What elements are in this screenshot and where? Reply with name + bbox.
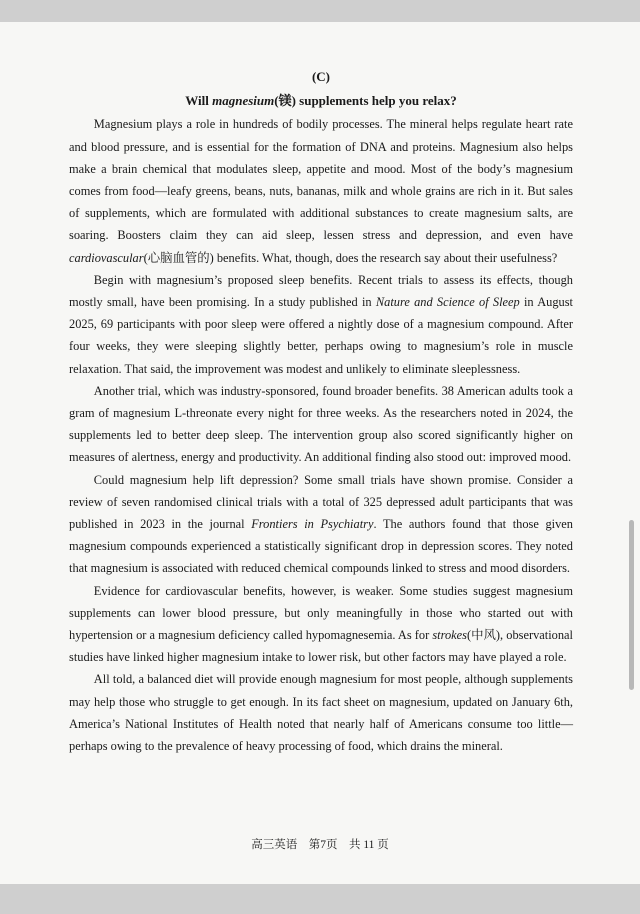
italic-term: Frontiers in Psychiatry <box>251 517 374 532</box>
section-label: (C) <box>311 69 331 84</box>
paragraph <box>69 469 573 580</box>
article <box>69 66 573 757</box>
italic-term: cardiovascular <box>69 250 144 265</box>
paragraph-text: Evidence for cardiovascular benefits, however, is weaker. Some studies suggest magnesium supplements can lower blood pressure, but only meaningfully in those who started out with hypertension or a magnesium deficiency called hypomagnesemia. As for <box>69 583 573 643</box>
title-suffix: supplements help you relax? <box>295 93 457 109</box>
article-title <box>69 90 573 112</box>
paragraph <box>69 668 573 757</box>
viewer-top-bar <box>0 0 640 22</box>
scrollbar-thumb[interactable] <box>629 520 634 690</box>
paragraph-text: Begin with magnesium’s proposed sleep benefits. Recent trials to assess its effects, though mostly small, have been promising. In a study published in <box>69 272 573 310</box>
paragraph-text: (心脑血管的) benefits. What, though, does the research say about their usefulness? <box>143 250 558 265</box>
paragraph-text: Could magnesium help lift depression? Some small trials have shown promise. Consider a review of seven randomised clinical trials with a total of 325 depressed adult participants that was published in 2023 in the journal <box>69 472 573 532</box>
title-prefix: Will <box>185 93 213 109</box>
paragraph <box>69 580 573 669</box>
paragraph-text: Another trial, which was industry-sponsored, found broader benefits. 38 American adults took a gram of magnesium L-threonate every night for three weeks. As the researchers noted in 2024, the supplements led to better deep sleep. The intervention group also scored significantly higher on measures of alertness, energy and productivity. An additional finding also stood out: improved mood. <box>69 383 573 465</box>
page-footer: 高三英语 第7页 共 11 页 <box>251 839 389 851</box>
italic-term: strokes <box>432 628 468 643</box>
paragraph <box>69 380 573 469</box>
paragraph <box>69 113 573 268</box>
paragraph-text: Magnesium plays a role in hundreds of bodily processes. The mineral helps regulate heart rate and blood pressure, and is essential for the formation of DNA and proteins. Magnesium also helps make a brain chemical that modulates sleep, appetite and mood. Most of the body’s magnesium comes from food—leafy greens, beans, nuts, bananas, milk and whole grains are rich in it. But sales of supplements, which are formulated with additional substances to create magnesium salts, are soaring. Boosters claim they can aid sleep, lessen stress and depression, and even have <box>69 117 573 243</box>
paragraph-text: (中风), observational studies have linked higher magnesium intake to lower risk, but other factors may have played a role. <box>69 628 573 665</box>
paragraph <box>69 269 573 380</box>
italic-term: Nature and Science of Sleep <box>375 295 520 310</box>
title-cn-gloss: (镁) <box>274 93 296 109</box>
paragraph-text: in August 2025, 69 participants with poor sleep were offered a nightly dose of a magnesium compound. After four weeks, they were sleeping slightly better, perhaps owing to magnesium’s role in muscle relaxation. That said, the improvement was modest and unlikely to eliminate sleeplessness. <box>69 295 573 376</box>
viewer-bottom-bar <box>0 884 640 914</box>
article-body <box>69 113 573 757</box>
paragraph-text: . The authors found that those given magnesium compounds experienced a statistically significant drop in depression scores. They noted that magnesium is associated with reduced chemical compounds linked to stress and mood disorders. <box>69 517 574 576</box>
title-italic-term: magnesium <box>212 93 275 109</box>
paragraph-text: All told, a balanced diet will provide enough magnesium for most people, although supplements may help those who struggle to get enough. In its fact sheet on magnesium, updated on January 6th, America’s National Institutes of Health noted that nearly half of Americans consume too little—perhaps owing to the prevalence of heavy processing of food, which drains the mineral. <box>69 672 573 754</box>
document-page <box>0 22 640 884</box>
